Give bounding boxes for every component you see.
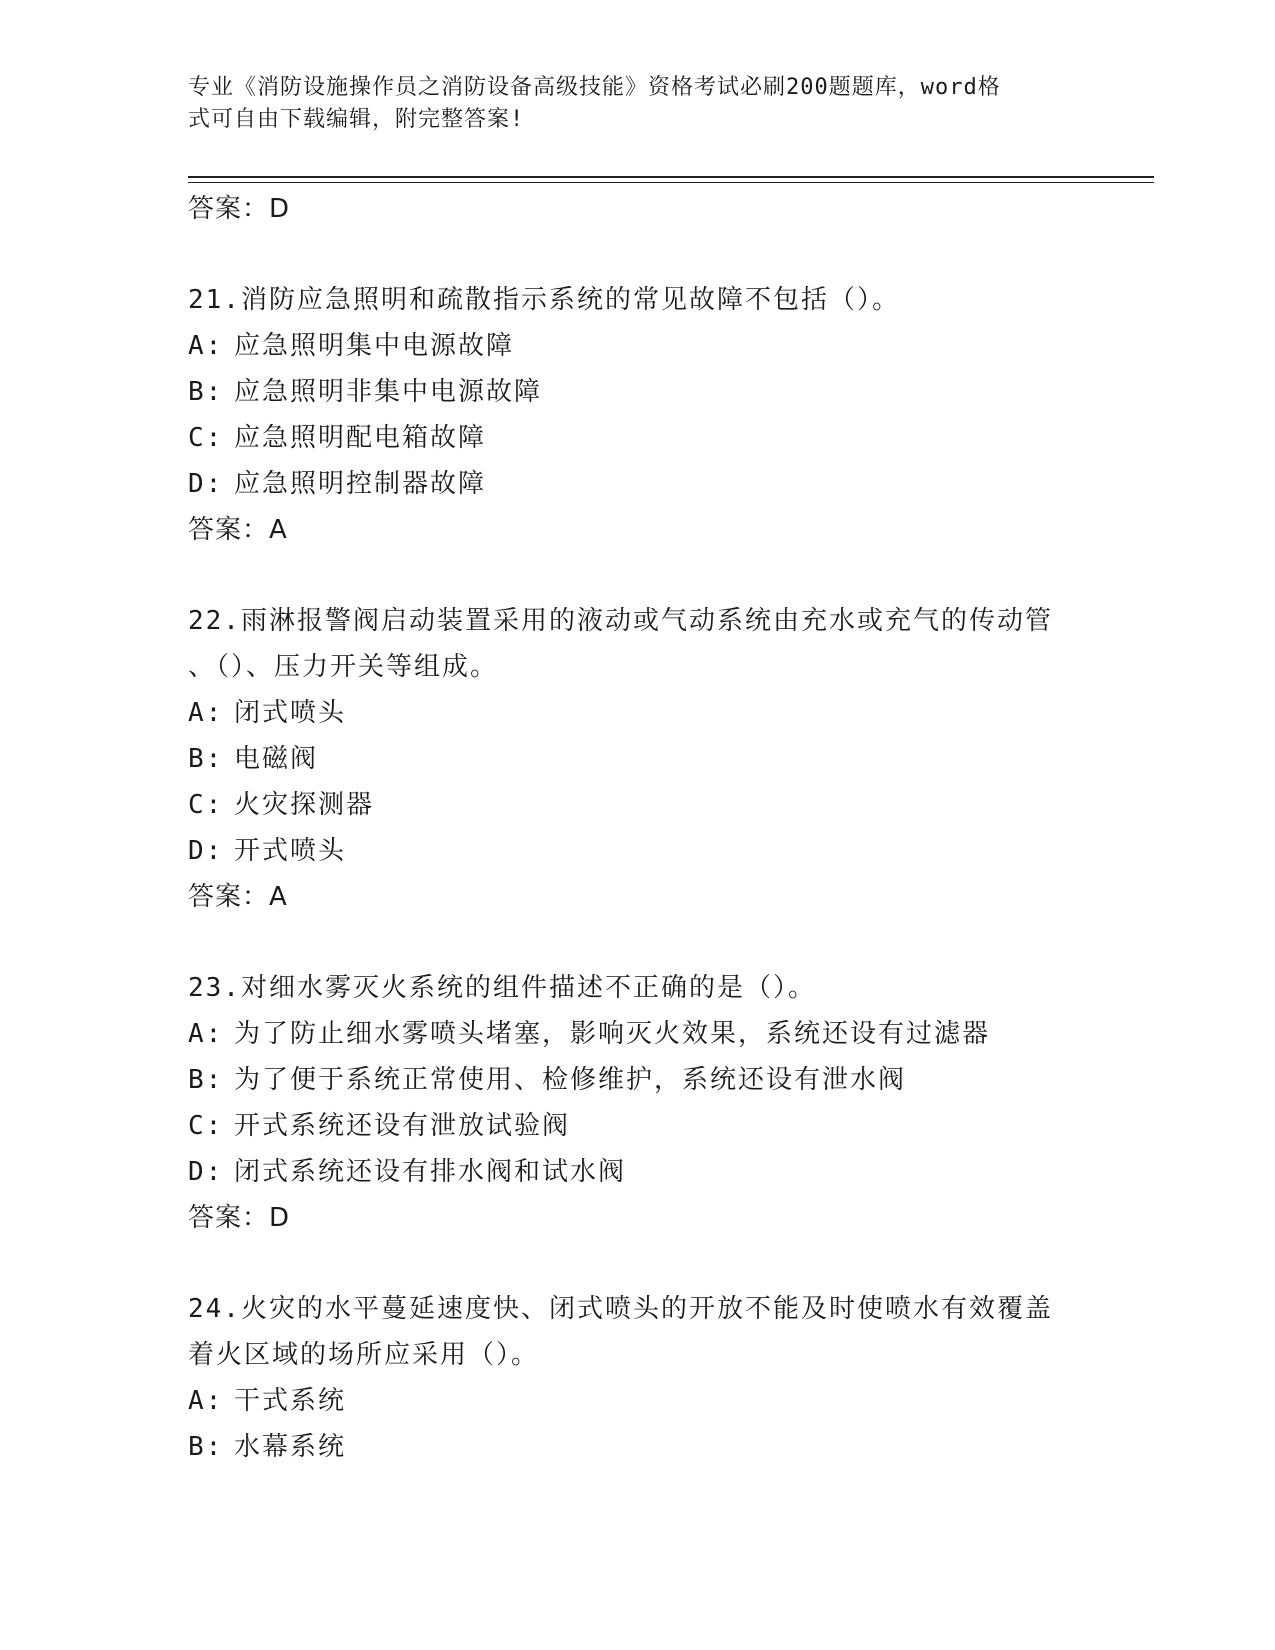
option-text: 应急照明非集中电源故障 [234,377,543,407]
option-letter: A: [188,1019,224,1049]
option-text: 应急照明集中电源故障 [234,331,515,361]
option-a [188,1378,1088,1424]
option-d [188,1149,1088,1195]
option-letter: A: [188,331,224,361]
option-text: 开式喷头 [234,836,347,866]
header-divider-thick [188,176,1154,178]
spacer [188,232,1088,277]
option-letter: D: [188,836,224,866]
question-text: 22.雨淋报警阀启动装置采用的液动或气动系统由充水或充气的传动管 [188,606,1053,636]
question-text: 23.对细水雾灭火系统的组件描述不正确的是（）。 [188,973,816,1003]
option-a [188,1011,1088,1057]
spacer [188,553,1088,598]
option-d [188,828,1088,874]
option-text: 干式系统 [234,1386,347,1416]
option-letter: C: [188,423,224,453]
option-text: 开式系统还设有泄放试验阀 [234,1111,571,1141]
option-b [188,369,1088,415]
answer-line: 答案：D [188,1203,291,1233]
option-b [188,1424,1088,1470]
option-text: 应急照明配电箱故障 [234,423,487,453]
option-letter: D: [188,1157,224,1187]
option-b [188,736,1088,782]
question-text: 24.火灾的水平蔓延速度快、闭式喷头的开放不能及时使喷水有效覆盖 [188,1294,1053,1324]
question-block [188,1286,1088,1470]
answer-line: 答案：A [188,882,288,912]
option-a [188,323,1088,369]
option-letter: A: [188,698,224,728]
question-block [188,598,1088,920]
option-text: 闭式喷头 [234,698,347,728]
option-text: 为了防止细水雾喷头堵塞，影响灭火效果，系统还设有过滤器 [234,1019,991,1049]
option-text: 为了便于系统正常使用、检修维护，系统还设有泄水阀 [234,1065,907,1095]
option-text: 应急照明控制器故障 [234,469,487,499]
answer-line: 答案：D [188,194,291,224]
document-header [188,72,1068,136]
option-letter: A: [188,1386,224,1416]
option-c [188,782,1088,828]
question-block [188,965,1088,1241]
spacer [188,1241,1088,1286]
option-text: 闭式系统还设有排水阀和试水阀 [234,1157,627,1187]
option-b [188,1057,1088,1103]
header-line-2: 式可自由下载编辑，附完整答案! [188,107,525,132]
question-text-continued: 、（）、压力开关等组成。 [188,652,499,682]
question-text-continued: 着火区域的场所应采用（）。 [188,1340,540,1370]
header-divider-thin [188,182,1154,183]
option-text: 电磁阀 [234,744,319,774]
option-letter: B: [188,744,224,774]
answer-line: 答案：A [188,515,288,545]
option-letter: D: [188,469,224,499]
option-a [188,690,1088,736]
header-line-1: 专业《消防设施操作员之消防设备高级技能》资格考试必刷200题题库，word格 [188,75,1001,100]
option-letter: B: [188,1065,224,1095]
option-letter: C: [188,1111,224,1141]
option-text: 火灾探测器 [234,790,375,820]
spacer [188,920,1088,965]
option-letter: B: [188,1432,224,1462]
option-letter: B: [188,377,224,407]
option-d [188,461,1088,507]
option-text: 水幕系统 [234,1432,347,1462]
option-letter: C: [188,790,224,820]
question-text: 21.消防应急照明和疏散指示系统的常见故障不包括（）。 [188,285,900,315]
question-list [188,186,1088,1470]
option-c [188,415,1088,461]
question-block [188,277,1088,553]
option-c [188,1103,1088,1149]
